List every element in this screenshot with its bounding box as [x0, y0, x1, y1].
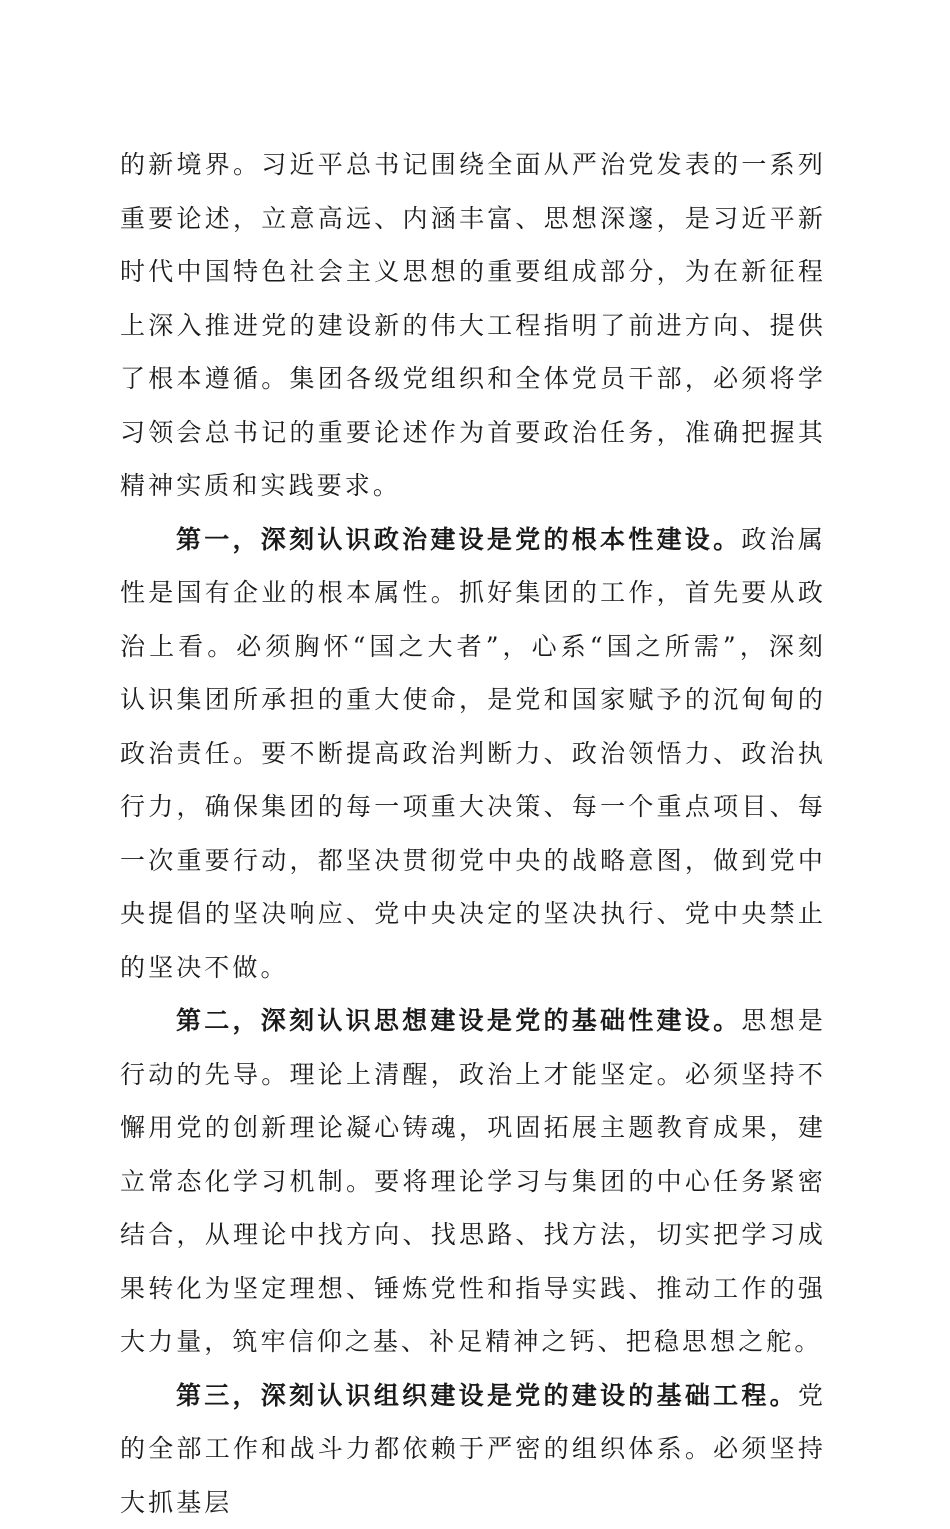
paragraph-body: 思想是行动的先导。理论上清醒，政治上才能坚定。必须坚持不懈用党的创新理论凝心铸魂，巩固拓展主题教育成果，建立常态化学习机制。要将理论学习与集团的中心任务紧密结合，从理论中找方向、找思路、找方法，切实把学习成果转化为坚定理想、锤炼党性和指导实践、推动工作的强大力量，筑牢信仰之基、补足精神之钙、把稳思想之舵。: [120, 1006, 826, 1356]
paragraph-body: 的新境界。习近平总书记围绕全面从严治党发表的一系列重要论述，立意高远、内涵丰富、思想深邃，是习近平新时代中国特色社会主义思想的重要组成部分，为在新征程上深入推进党的建设新的伟大工程指明了前进方向、提供了根本遵循。集团各级党组织和全体党员干部，必须将学习领会总书记的重要论述作为首要政治任务，准确把握其精神实质和实践要求。: [120, 150, 826, 500]
paragraph-body: 党的全部工作和战斗力都依赖于严密的组织体系。必须坚持大抓基层: [120, 1381, 826, 1517]
paragraph-third: [120, 1369, 826, 1529]
paragraph-heading: 第二，深刻认识思想建设是党的基础性建设。: [176, 1006, 741, 1035]
paragraph-intro: [120, 138, 826, 513]
paragraph-heading: 第三，深刻认识组织建设是党的建设的基础工程。: [176, 1381, 798, 1410]
paragraph-first: [120, 513, 826, 995]
paragraph-body: 政治属性是国有企业的根本属性。抓好集团的工作，首先要从政治上看。必须胸怀“国之大者”，心系“国之所需”，深刻认识集团所承担的重大使命，是党和国家赋予的沉甸甸的政治责任。要不断提高政治判断力、政治领悟力、政治执行力，确保集团的每一项重大决策、每一个重点项目、每一次重要行动，都坚决贯彻党中央的战略意图，做到党中央提倡的坚决响应、党中央决定的坚决执行、党中央禁止的坚决不做。: [120, 525, 826, 982]
paragraph-second: [120, 994, 826, 1369]
paragraph-heading: 第一，深刻认识政治建设是党的根本性建设。: [176, 525, 741, 554]
body-text: [120, 138, 826, 1529]
